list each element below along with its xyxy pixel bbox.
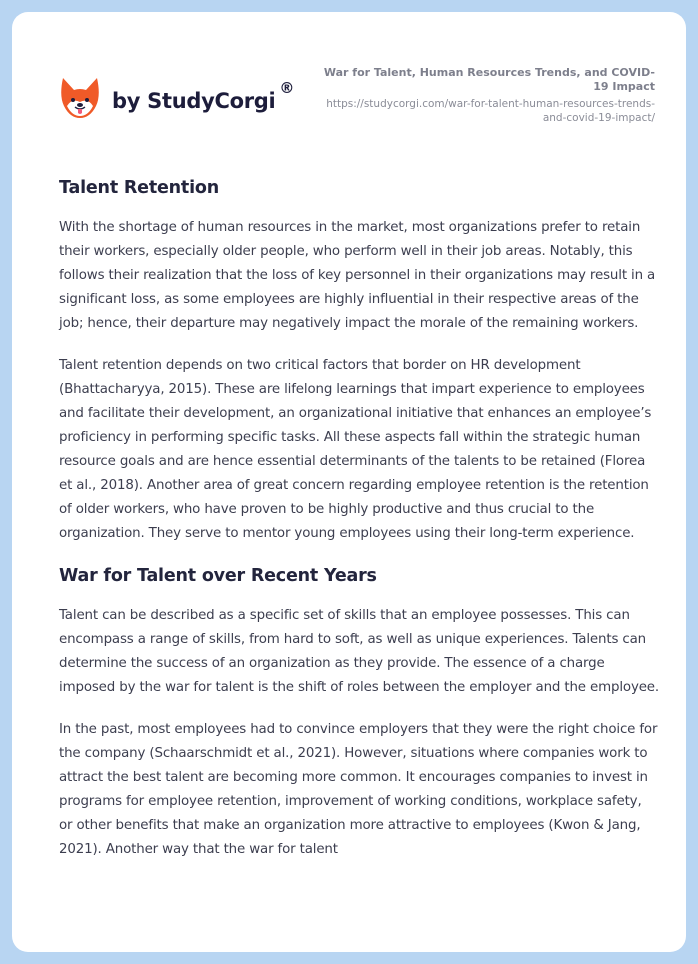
document-title: War for Talent, Human Resources Trends, and COVID-19 Impact <box>323 66 655 93</box>
paragraph: Talent retention depends on two critical factors that border on HR development (Bhattacharyya, 2015). These are lifelong learnings that impart experience to employees and facilitate their development, an organizational initiative that enhances an employee’s proficiency in performing specific tasks. All these aspects fall within the strategic human resource goals and are hence essential determinants of the talents to be retained (Florea et al., 2018). Another area of great concern regarding employee retention is the retention of older workers, who have proven to be highly productive and thus crucial to the organization. They serve to mentor young employees using their long-term experience. <box>59 358 652 541</box>
corgi-logo-icon <box>60 76 100 120</box>
paragraph: In the past, most employees had to convince employers that they were the right choice for the company (Schaarschmidt et al., 2021). However, situations where companies work to attract the best talent are becoming more common. It encourages companies to invest in programs for employee retention, improvement of working conditions, workplace safety, or other benefits that make an organization more attractive to employees (Kwon & Jang, 2021). Another way that the war for talent <box>59 722 658 857</box>
article-body <box>59 174 659 862</box>
brand-name: by StudyCorgi <box>112 89 276 113</box>
document-card <box>12 12 686 952</box>
document-url[interactable]: https://studycorgi.com/war-for-talent-human-resources-trends-and-covid-19-impact/ <box>326 98 655 124</box>
paragraph: With the shortage of human resources in the market, most organizations prefer to retain their workers, especially older people, who perform well in their job areas. Notably, this follows their realization that the loss of key personnel in their organizations may result in a significant loss, as some employees are highly influential in their respective areas of the job; hence, their departure may negatively impact the morale of the remaining workers. <box>59 220 656 331</box>
section-heading-war-for-talent: War for Talent over Recent Years <box>59 566 377 586</box>
document-meta <box>315 66 655 125</box>
studycorgi-logo[interactable] <box>60 76 294 120</box>
registered-mark: ® <box>279 79 295 97</box>
document-header <box>12 12 686 152</box>
section-heading-talent-retention: Talent Retention <box>59 178 219 198</box>
paragraph: Talent can be described as a specific set of skills that an employee possesses. This can encompass a range of skills, from hard to soft, as well as unique experiences. Talents can determine the success of an organization as they provide. The essence of a charge imposed by the war for talent is the shift of roles between the employer and the employee. <box>59 608 659 695</box>
